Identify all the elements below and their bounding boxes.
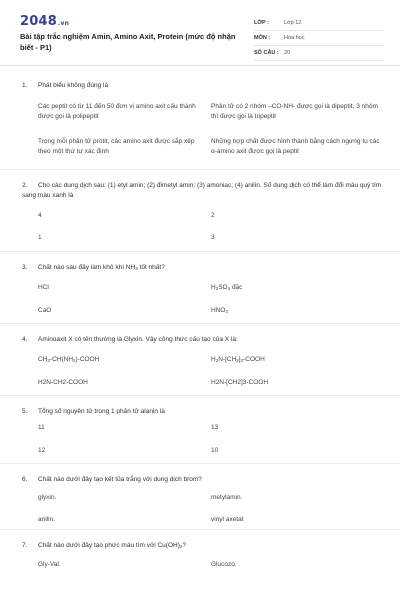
answer-option-a[interactable]: HCl [38, 284, 49, 291]
answer-option-c[interactable]: Trong mỗi phân tử protit, các amino axit được sắp xếp theo một thứ tự xác định [38, 138, 195, 155]
meta-value: Lớp 12 [284, 20, 302, 26]
question-body: Chất nào dưới đây tạo kết tủa trắng với dung dịch brom? [38, 476, 202, 483]
meta-key: LỚP : [254, 20, 269, 26]
question-6 [0, 464, 400, 530]
meta-row-count [254, 46, 384, 61]
question-text [22, 263, 382, 274]
answer-option-d[interactable]: Những hợp chất được hình thành bằng cách ngưng tụ các α-amino axit được gọi là peptit [211, 138, 380, 155]
question-body [38, 542, 186, 549]
question-number: 6. [22, 476, 28, 483]
question-text [22, 335, 382, 345]
logo-text: 2048 [20, 14, 57, 29]
question-body [38, 264, 165, 271]
answer-option-c[interactable]: 1 [38, 234, 42, 241]
question-text [22, 541, 382, 552]
question-3 [0, 252, 400, 324]
answer-option-c[interactable]: H2N-CH2-COOH [38, 379, 88, 386]
answer-option-a[interactable]: 4 [38, 212, 42, 219]
question-1 [0, 70, 400, 170]
answer-option-b[interactable]: 2 [211, 212, 215, 219]
site-logo[interactable] [20, 14, 69, 29]
answer-option-c[interactable]: 12 [38, 447, 46, 454]
answer-option-c[interactable]: CaO [38, 307, 52, 314]
answer-option-b[interactable]: 13 [211, 424, 219, 431]
document-title: Bài tập trắc nghiệm Amin, Amino Axit, Protein (mức độ nhận biết - P1) [20, 32, 236, 52]
question-number: 7. [22, 542, 28, 549]
question-text-part: Chất nào sau đây làm khô khí NH [38, 264, 136, 271]
question-text [22, 81, 382, 91]
question-list [0, 70, 400, 590]
question-text [22, 475, 382, 485]
question-text-part: ? [182, 542, 187, 549]
question-number: 3. [22, 264, 28, 271]
question-text-part: Chất nào dưới đây tạo phức màu tím với Cu(OH) [38, 542, 180, 549]
question-body: Aminoaxit X có tên thường là Glyxin. Vậy công thức cấu tạo của X là: [38, 336, 238, 343]
answer-option-c[interactable]: anilin. [38, 516, 55, 523]
meta-row-grade [254, 16, 384, 31]
question-number: 2. [22, 182, 28, 189]
question-text [22, 181, 382, 201]
subscript: 3 [135, 266, 138, 271]
answer-option-a[interactable]: $CH_3-CH(NH_2)$-COOH [38, 356, 100, 363]
question-4 [0, 324, 400, 396]
question-2 [0, 170, 400, 252]
logo-suffix: .vn [57, 20, 70, 27]
meta-row-subject [254, 31, 384, 46]
document-header [0, 0, 400, 66]
question-number: 4. [22, 336, 28, 343]
answer-option-a[interactable]: glyxin. [38, 494, 57, 501]
answer-option-b[interactable]: $H_2SO_4$ đặc [211, 284, 243, 291]
answer-option-d[interactable]: $HNO_3$ [211, 307, 228, 314]
answer-option-b[interactable]: Phân tử có 2 nhóm –CO-NH- được gọi là dipeptit, 3 nhóm thì được gọi là tripeptit [211, 103, 378, 120]
answer-option-d[interactable]: vinyl axetat [211, 516, 244, 523]
answer-option-b[interactable]: $H_2N-[CH_2]_2$-COOH [211, 356, 265, 363]
document-meta [254, 16, 384, 61]
question-body: Cho các dung dịch sau: (1) etyl amin; (2) đimetyl amin; (3) amoniac; (4) anilin. Số dung dịch có thể làm đổi màu quỳ tím sang màu xanh là [22, 182, 382, 199]
question-body: Tổng số nguyên tử trong 1 phân tử alanin là [38, 408, 165, 415]
answer-option-d[interactable]: 10 [211, 447, 219, 454]
answer-option-a[interactable]: Các peptit có từ 11 đến 50 đơn vị amino axit cấu thành được gọi là polipeptit [38, 103, 196, 120]
answer-option-d[interactable]: 3 [211, 234, 215, 241]
question-5 [0, 396, 400, 464]
answer-option-b[interactable]: metylamin. [211, 494, 243, 501]
meta-key: SỐ CÂU : [254, 50, 279, 56]
answer-option-a[interactable]: Gly-Val. [38, 561, 61, 568]
question-text [22, 407, 382, 417]
question-number: 1. [22, 82, 28, 89]
question-body: Phát biểu không đúng là [38, 82, 109, 89]
question-text-part: tốt nhất? [137, 264, 165, 271]
answer-option-d[interactable]: H2N-[CH2]3-COOH [211, 379, 269, 386]
subscript: 2 [179, 544, 183, 549]
meta-key: MÔN : [254, 35, 271, 41]
question-7 [0, 530, 400, 590]
answer-option-a[interactable]: 11 [38, 424, 45, 431]
question-number: 5. [22, 408, 28, 415]
answer-option-b[interactable]: Glucozo. [211, 561, 237, 568]
meta-value: 20 [284, 50, 291, 56]
meta-value: Hóa học [284, 35, 305, 41]
